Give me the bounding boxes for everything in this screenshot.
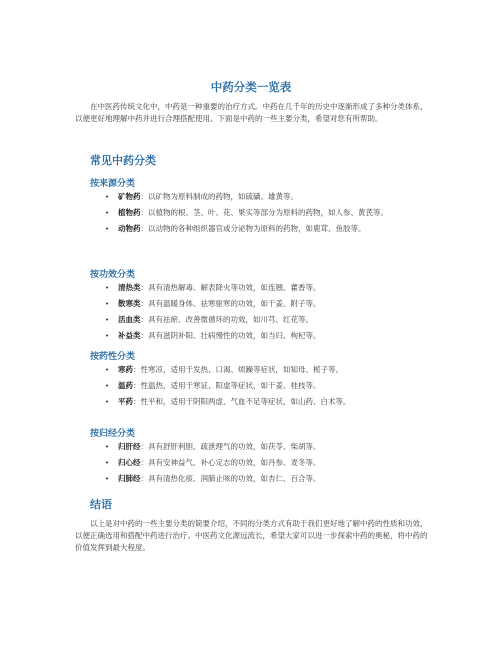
group-list-nature	[90, 364, 438, 412]
group-list-source	[90, 191, 438, 239]
item-desc: ：具有清热化痰、润肺止咳的功效，如杏仁、百合等。	[140, 474, 321, 483]
page-title: 中药分类一览表	[210, 80, 292, 94]
item-term: 寒药	[118, 365, 133, 374]
item-desc: ：具有清热解毒、解表降火等功效，如连翘、藿香等。	[140, 283, 321, 292]
bullet-icon: •	[105, 332, 110, 340]
list-item	[90, 457, 438, 469]
list-item	[90, 207, 438, 219]
item-desc: ：性平和，适用于阴阳两虚、气血不足等症状，如山药、白术等。	[133, 397, 351, 406]
section-heading-conclusion: 结语	[90, 498, 112, 511]
item-desc: ：以植物的根、茎、叶、花、果实等部分为原料的药物，如人参、黄芪等。	[140, 208, 388, 217]
item-desc: ：以动物的各种组织器官或分泌物为原料的药物，如鹿茸、鱼胶等。	[140, 224, 366, 233]
group-heading-efficacy: 按功效分类	[90, 270, 136, 280]
group-heading-nature: 按药性分类	[90, 352, 136, 362]
bullet-icon: •	[105, 284, 110, 292]
section-heading-common: 常见中药分类	[90, 154, 156, 167]
bullet-icon: •	[105, 398, 110, 406]
item-term: 散寒类	[118, 299, 141, 308]
list-item	[90, 380, 438, 392]
item-desc: ：具有安神益气、补心定志的功效，如丹参、麦冬等。	[140, 458, 321, 467]
bullet-icon: •	[105, 300, 110, 308]
bullet-icon: •	[105, 209, 110, 217]
item-desc: ：性温热，适用于寒证、阳虚等症状，如干姜、桂枝等。	[133, 381, 321, 390]
list-item	[90, 314, 438, 326]
item-term: 归肺经	[118, 474, 141, 483]
bullet-icon: •	[105, 225, 110, 233]
list-item	[90, 282, 438, 294]
item-term: 清热类	[118, 283, 141, 292]
list-item	[90, 191, 438, 203]
bullet-icon: •	[105, 443, 110, 451]
bullet-icon: •	[105, 459, 110, 467]
group-list-meridian	[90, 441, 438, 489]
group-heading-source: 按来源分类	[90, 179, 136, 189]
bullet-icon: •	[105, 382, 110, 390]
item-desc: ：以矿物为原料制成的药物，如硫磺、雄黄等。	[140, 192, 298, 201]
group-heading-meridian: 按归经分类	[90, 429, 136, 439]
list-item	[90, 223, 438, 235]
item-term: 活血类	[118, 315, 141, 324]
item-desc: ：具有舒肝利胆、疏泄理气的功效，如茯苓、柴胡等。	[140, 442, 321, 451]
item-term: 植物药	[118, 208, 141, 217]
bullet-icon: •	[105, 366, 110, 374]
item-desc: ：性寒凉，适用于发热、口渴、烦躁等症状，如知母、栀子等。	[133, 365, 343, 374]
item-term: 平药	[118, 397, 133, 406]
list-item	[90, 330, 438, 342]
list-item	[90, 298, 438, 310]
item-term: 温药	[118, 381, 133, 390]
item-desc: ：具有温暖身体、祛寒驱寒的功效，如干姜、附子等。	[140, 299, 321, 308]
bullet-icon: •	[105, 316, 110, 324]
list-item	[90, 441, 438, 453]
intro-paragraph: 在中医药传统文化中，中药是一种重要的治疗方式。中药在几千年的历史中逐渐形成了多种分类体系，以便更好地理解中药并进行合理搭配使用。下面是中药的一些主要分类，希望对您有所帮助。	[75, 102, 428, 123]
bullet-icon: •	[105, 193, 110, 201]
bullet-icon: •	[105, 475, 110, 483]
list-item	[90, 364, 438, 376]
group-list-efficacy	[90, 282, 438, 346]
list-item	[90, 396, 438, 408]
conclusion-paragraph: 以上是对中药的一些主要分类的简要介绍，不同的分类方式有助于我们更好地了解中药的性质和功效，以便正确选用和搭配中药进行治疗。中医药文化源远流长，希望大家可以进一步探索中药的奥秘，将中药的价值发挥到最大程度。	[75, 519, 428, 552]
item-term: 动物药	[118, 224, 141, 233]
item-term: 归肝经	[118, 442, 141, 451]
item-desc: ：具有祛瘀、改善微循环的功效，如川芎、红花等。	[140, 315, 313, 324]
item-desc: ：具有滋阴补阳、壮病慢性的功效，如当归、枸杞等。	[140, 331, 321, 340]
item-term: 归心经	[118, 458, 141, 467]
list-item	[90, 473, 438, 485]
item-term: 补益类	[118, 331, 141, 340]
item-term: 矿物药	[118, 192, 141, 201]
